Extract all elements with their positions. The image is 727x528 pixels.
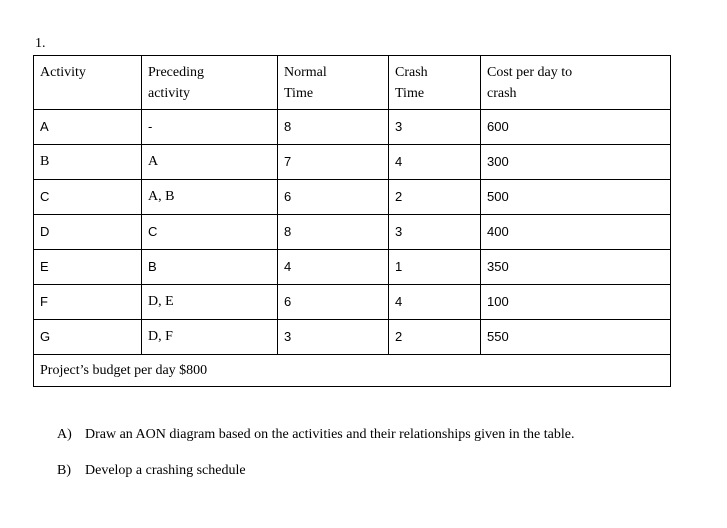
crash-time-cell: 2 [389,180,481,215]
normal-time-cell: 6 [278,285,389,320]
preceding-cell: A [142,145,278,180]
preceding-cell: B [142,250,278,285]
instruction-a-label: A) [57,427,72,442]
header-crash-time [389,56,481,110]
crash-time-cell: 3 [389,110,481,145]
activity-cell: E [34,250,142,285]
normal-time-cell: 6 [278,180,389,215]
budget-row [34,355,671,387]
instruction-b-text: Develop a crashing schedule [85,463,246,478]
crash-time-cell: 1 [389,250,481,285]
instruction-b [57,462,246,480]
normal-time-cell: 3 [278,320,389,355]
preceding-cell: A, B [142,180,278,215]
normal-time-cell: 8 [278,215,389,250]
table-body [34,110,671,387]
normal-time-cell: 8 [278,110,389,145]
cost-cell: 350 [481,250,671,285]
header-activity [34,56,142,110]
header-crash-line-1: Crash [395,65,428,80]
normal-time-cell: 4 [278,250,389,285]
instruction-a-text: Draw an AON diagram based on the activities and their relationships given in the table. [85,427,575,442]
header-preceding-activity [142,56,278,110]
instruction-b-label: B) [57,463,71,478]
crash-time-cell: 4 [389,285,481,320]
cost-cell: 400 [481,215,671,250]
table-row [34,250,671,285]
header-cost-per-day [481,56,671,110]
cost-cell: 100 [481,285,671,320]
header-cost-line-1: Cost per day to [487,65,573,80]
activity-cell: A [34,110,142,145]
table-header [34,56,671,110]
preceding-cell: D, F [142,320,278,355]
activity-cell: B [34,145,142,180]
cost-cell: 550 [481,320,671,355]
activity-cell: G [34,320,142,355]
preceding-cell: C [142,215,278,250]
crash-time-cell: 2 [389,320,481,355]
table-row [34,180,671,215]
instruction-a [57,426,574,444]
header-crash-line-2: Time [395,86,425,101]
preceding-cell: - [142,110,278,145]
header-row [34,56,671,110]
activity-cell: C [34,180,142,215]
cost-cell: 500 [481,180,671,215]
crash-time-cell: 4 [389,145,481,180]
header-normal-time [278,56,389,110]
question-number: 1. [35,36,46,51]
header-preceding-line-1: Preceding [148,65,204,80]
project-budget-note: Project’s budget per day $800 [34,355,671,387]
table-row [34,285,671,320]
cost-cell: 600 [481,110,671,145]
header-cost-line-2: crash [487,86,517,101]
table-row [34,110,671,145]
header-normal-line-2: Time [284,86,314,101]
activity-cell: F [34,285,142,320]
preceding-cell: D, E [142,285,278,320]
cost-cell: 300 [481,145,671,180]
crash-time-cell: 3 [389,215,481,250]
normal-time-cell: 7 [278,145,389,180]
table-row [34,320,671,355]
activity-cell: D [34,215,142,250]
activity-crash-table [33,55,671,387]
header-activity-line-1: Activity [40,65,86,80]
table-row [34,145,671,180]
header-normal-line-1: Normal [284,65,327,80]
table-row [34,215,671,250]
header-preceding-line-2: activity [148,86,190,101]
